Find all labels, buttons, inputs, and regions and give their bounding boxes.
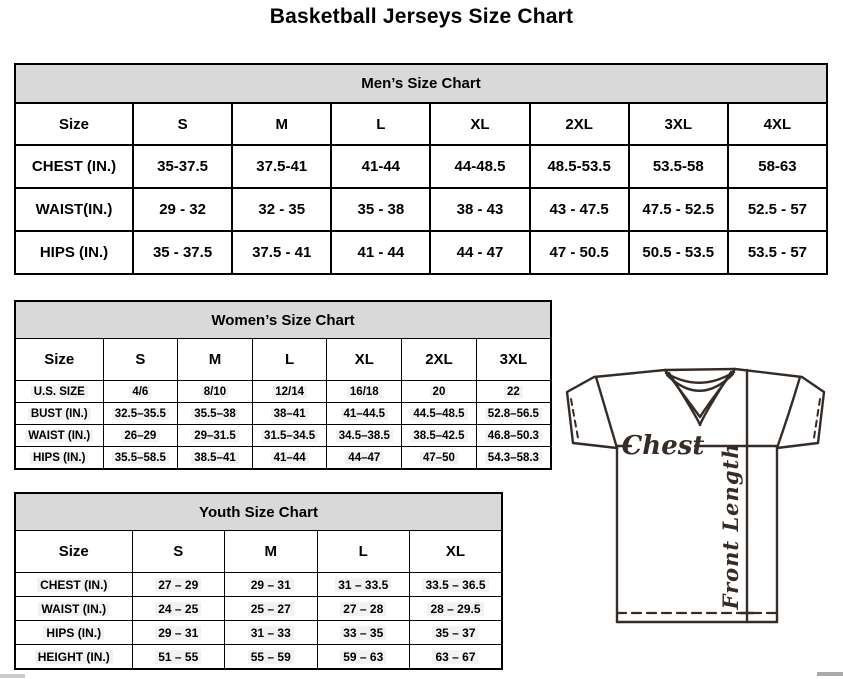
men-value-cell <box>530 188 629 231</box>
women-row-label <box>15 381 103 403</box>
women-table-row <box>15 425 551 447</box>
women-value-text: 52.8–56.5 <box>485 408 542 420</box>
men-size-header: Size <box>15 103 133 145</box>
women-table-title: Women’s Size Chart <box>15 301 551 339</box>
men-value-text: 53.5-58 <box>652 158 704 175</box>
scrollbar-fragment-right <box>817 672 843 676</box>
women-value-text: 29–31.5 <box>191 430 239 442</box>
youth-value-cell <box>410 621 503 645</box>
men-row-label-text: WAIST(IN.) <box>35 201 113 218</box>
women-value-cell <box>103 425 178 447</box>
youth-size-table <box>14 492 503 670</box>
men-value-text: 50.5 - 53.5 <box>642 244 715 261</box>
youth-value-cell <box>225 573 318 597</box>
youth-value-text: 25 – 27 <box>248 602 294 616</box>
men-value-text: 37.5 - 41 <box>252 244 312 261</box>
women-value-text: 20 <box>430 386 449 398</box>
men-value-text: 52.5 - 57 <box>747 201 808 218</box>
men-value-text: 38 - 43 <box>456 201 504 218</box>
men-value-cell <box>232 188 331 231</box>
women-value-text: 47–50 <box>420 452 458 464</box>
men-value-cell <box>331 188 430 231</box>
women-value-text: 46.8–50.3 <box>485 430 542 442</box>
youth-value-text: 27 – 29 <box>155 578 201 592</box>
men-value-text: 35 - 37.5 <box>152 244 213 261</box>
women-value-text: 22 <box>504 386 523 398</box>
women-size-header: Size <box>15 339 103 381</box>
youth-value-cell <box>225 597 318 621</box>
youth-row-label-text: HEIGHT (IN.) <box>35 650 113 664</box>
men-row-label <box>15 145 133 188</box>
youth-column-header-m: M <box>225 531 318 573</box>
women-column-header-s: S <box>103 339 178 381</box>
women-column-header-l: L <box>252 339 327 381</box>
women-row-label <box>15 447 103 470</box>
youth-row-label-text: CHEST (IN.) <box>37 578 110 592</box>
men-value-cell <box>133 231 232 274</box>
men-column-header-s: S <box>133 103 232 145</box>
men-value-text: 47.5 - 52.5 <box>642 201 715 218</box>
women-value-text: 44.5–48.5 <box>410 408 467 420</box>
women-value-text: 38.5–41 <box>191 452 239 464</box>
men-value-cell <box>728 188 827 231</box>
women-value-text: 54.3–58.3 <box>485 452 542 464</box>
youth-value-cell <box>225 645 318 670</box>
women-column-header-2xl: 2XL <box>402 339 477 381</box>
women-value-cell <box>103 403 178 425</box>
women-value-cell <box>402 403 477 425</box>
women-value-text: 41–44 <box>271 452 309 464</box>
men-table-title: Men’s Size Chart <box>15 64 827 103</box>
women-value-cell <box>178 381 253 403</box>
youth-value-text: 28 – 29.5 <box>427 602 483 616</box>
scrollbar-fragment-left <box>0 674 25 678</box>
youth-value-text: 55 – 59 <box>248 650 294 664</box>
women-row-label-text: HIPS (IN.) <box>30 452 88 464</box>
men-column-header-2xl: 2XL <box>530 103 629 145</box>
men-size-table <box>14 63 828 275</box>
youth-value-cell <box>132 597 225 621</box>
women-value-cell <box>178 425 253 447</box>
men-value-text: 35 - 38 <box>357 201 405 218</box>
women-value-cell <box>178 403 253 425</box>
men-value-text: 32 - 35 <box>258 201 306 218</box>
youth-row-label <box>15 645 132 670</box>
youth-value-text: 31 – 33.5 <box>335 578 391 592</box>
women-value-text: 34.5–38.5 <box>336 430 393 442</box>
men-value-text: 35-37.5 <box>157 158 208 175</box>
youth-size-header: Size <box>15 531 132 573</box>
men-column-header-xl: XL <box>430 103 529 145</box>
women-value-text: 35.5–38 <box>191 408 239 420</box>
women-row-label <box>15 403 103 425</box>
youth-value-cell <box>317 573 410 597</box>
youth-value-cell <box>317 597 410 621</box>
women-value-cell <box>327 381 402 403</box>
youth-table-title: Youth Size Chart <box>15 493 502 531</box>
women-value-cell <box>252 403 327 425</box>
men-value-text: 29 - 32 <box>159 201 206 218</box>
men-table-row <box>15 145 827 188</box>
youth-row-label-text: HIPS (IN.) <box>43 626 104 640</box>
youth-table-row <box>15 597 502 621</box>
women-table-row <box>15 381 551 403</box>
youth-value-text: 59 – 63 <box>340 650 386 664</box>
youth-column-header-l: L <box>317 531 410 573</box>
youth-row-label-text: WAIST (IN.) <box>38 602 109 616</box>
women-value-text: 38.5–42.5 <box>410 430 467 442</box>
women-column-header-3xl: 3XL <box>476 339 551 381</box>
youth-value-cell <box>317 621 410 645</box>
men-value-text: 53.5 - 57 <box>747 244 808 261</box>
women-column-header-xl: XL <box>327 339 402 381</box>
women-column-header-m: M <box>178 339 253 381</box>
men-value-text: 41 - 44 <box>357 244 405 261</box>
womens-size-table-container <box>14 300 552 470</box>
youth-value-text: 63 – 67 <box>432 650 478 664</box>
men-row-label <box>15 231 133 274</box>
women-value-cell <box>178 447 253 470</box>
youth-value-cell <box>410 573 503 597</box>
youth-value-cell <box>317 645 410 670</box>
page-title: Basketball Jerseys Size Chart <box>269 5 574 28</box>
youth-value-cell <box>410 645 503 670</box>
youth-value-text: 33.5 – 36.5 <box>422 578 488 592</box>
men-column-header-4xl: 4XL <box>728 103 827 145</box>
youth-value-cell <box>132 645 225 670</box>
women-value-text: 12/14 <box>272 386 307 398</box>
men-value-cell <box>629 231 728 274</box>
youth-row-label <box>15 621 132 645</box>
men-column-header-m: M <box>232 103 331 145</box>
men-table-row <box>15 231 827 274</box>
youth-table-row <box>15 645 502 670</box>
women-value-cell <box>103 381 178 403</box>
women-value-text: 41–44.5 <box>341 408 389 420</box>
women-value-cell <box>402 381 477 403</box>
women-value-cell <box>252 447 327 470</box>
youth-value-text: 27 – 28 <box>340 602 386 616</box>
youth-column-header-s: S <box>132 531 225 573</box>
women-value-cell <box>327 447 402 470</box>
women-value-cell <box>252 381 327 403</box>
women-value-text: 4/6 <box>129 386 151 398</box>
men-value-cell <box>232 145 331 188</box>
women-value-text: 32.5–35.5 <box>112 408 169 420</box>
men-value-cell <box>331 231 430 274</box>
women-value-cell <box>476 403 551 425</box>
women-table-row <box>15 403 551 425</box>
men-value-text: 41-44 <box>361 158 401 175</box>
men-value-cell <box>530 145 629 188</box>
youth-row-label <box>15 573 132 597</box>
men-row-label <box>15 188 133 231</box>
men-table-row <box>15 188 827 231</box>
women-value-text: 44–47 <box>345 452 383 464</box>
jersey-outline <box>567 369 824 622</box>
youth-row-label <box>15 597 132 621</box>
women-row-label <box>15 425 103 447</box>
men-column-header-l: L <box>331 103 430 145</box>
men-value-cell <box>430 145 529 188</box>
women-row-label-text: BUST (IN.) <box>28 408 91 420</box>
women-value-cell <box>476 425 551 447</box>
men-value-text: 44 - 47 <box>456 244 504 261</box>
men-value-cell <box>629 145 728 188</box>
women-table-row <box>15 447 551 470</box>
men-value-cell <box>728 231 827 274</box>
youth-value-text: 33 – 35 <box>340 626 386 640</box>
men-value-text: 37.5-41 <box>256 158 308 175</box>
men-value-cell <box>430 188 529 231</box>
women-value-text: 35.5–58.5 <box>112 452 169 464</box>
women-value-cell <box>327 425 402 447</box>
men-row-label-text: HIPS (IN.) <box>39 244 109 261</box>
women-value-cell <box>476 447 551 470</box>
jersey-measurement-diagram <box>556 356 843 632</box>
women-value-text: 26–29 <box>121 430 159 442</box>
women-value-cell <box>476 381 551 403</box>
men-value-cell <box>232 231 331 274</box>
women-value-cell <box>327 403 402 425</box>
women-value-cell <box>252 425 327 447</box>
women-value-text: 31.5–34.5 <box>261 430 318 442</box>
youth-value-text: 29 – 31 <box>248 578 294 592</box>
men-value-text: 44-48.5 <box>454 158 506 175</box>
men-value-text: 43 - 47.5 <box>549 201 609 218</box>
front-length-label: Front Length <box>718 442 743 610</box>
women-value-text: 16/18 <box>347 386 382 398</box>
women-value-cell <box>402 447 477 470</box>
youth-size-table-container <box>14 492 503 670</box>
youth-value-text: 31 – 33 <box>248 626 294 640</box>
men-value-cell <box>133 188 232 231</box>
women-row-label-text: WAIST (IN.) <box>25 430 93 442</box>
men-column-header-3xl: 3XL <box>629 103 728 145</box>
youth-value-cell <box>225 621 318 645</box>
women-row-label-text: U.S. SIZE <box>31 386 88 398</box>
youth-table-row <box>15 621 502 645</box>
youth-value-cell <box>410 597 503 621</box>
youth-column-header-xl: XL <box>410 531 503 573</box>
men-value-cell <box>530 231 629 274</box>
women-value-cell <box>103 447 178 470</box>
men-value-text: 48.5-53.5 <box>547 158 611 175</box>
mens-size-table-container <box>14 63 828 275</box>
men-value-text: 47 - 50.5 <box>549 244 609 261</box>
men-value-cell <box>629 188 728 231</box>
women-value-text: 8/10 <box>201 386 229 398</box>
men-value-cell <box>331 145 430 188</box>
women-value-cell <box>402 425 477 447</box>
youth-table-row <box>15 573 502 597</box>
women-value-text: 38–41 <box>271 408 309 420</box>
youth-value-cell <box>132 621 225 645</box>
men-value-text: 58-63 <box>758 158 797 175</box>
women-size-table <box>14 300 552 470</box>
youth-value-text: 35 – 37 <box>432 626 478 640</box>
youth-value-text: 29 – 31 <box>155 626 201 640</box>
men-row-label-text: CHEST (IN.) <box>31 158 117 175</box>
men-value-cell <box>728 145 827 188</box>
youth-value-cell <box>132 573 225 597</box>
youth-value-text: 24 – 25 <box>155 602 201 616</box>
men-value-cell <box>430 231 529 274</box>
men-value-cell <box>133 145 232 188</box>
youth-value-text: 51 – 55 <box>155 650 201 664</box>
chest-label: Chest <box>621 431 705 461</box>
